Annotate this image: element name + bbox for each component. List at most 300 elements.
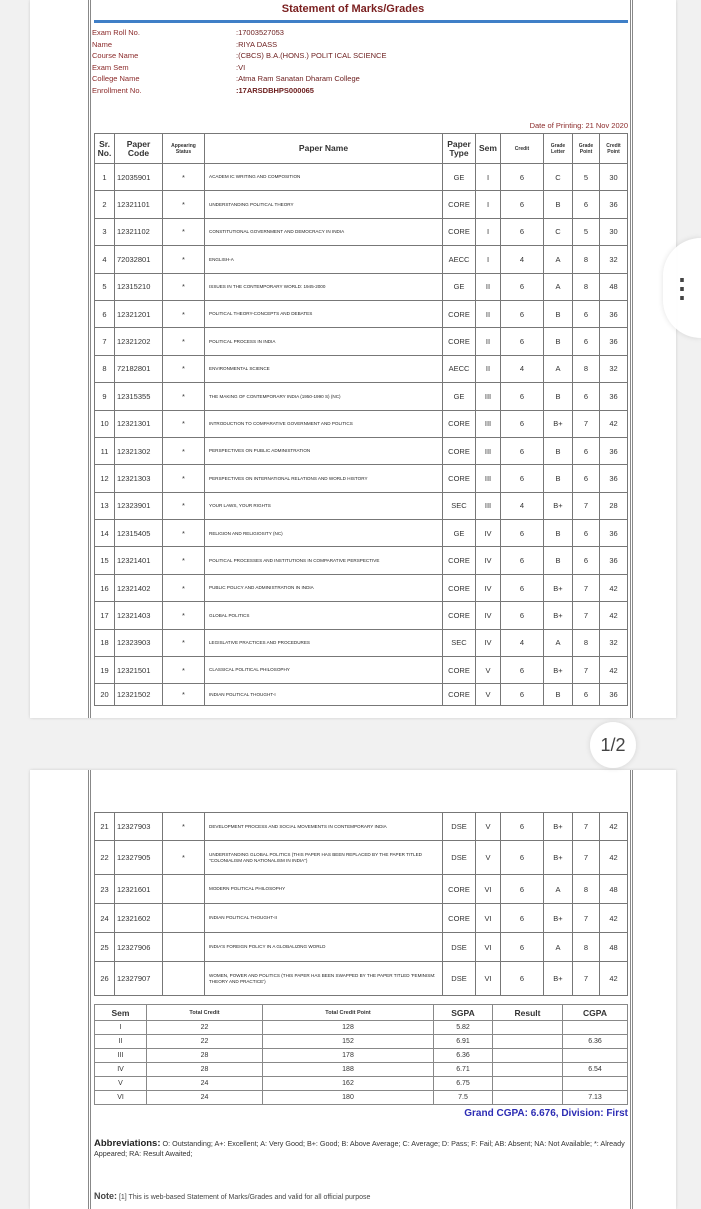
summary-cell: 7.13 bbox=[563, 1091, 628, 1105]
cell-credit: 6 bbox=[501, 841, 544, 875]
cell-paper-name: MODERN POLITICAL PHILOSOPHY bbox=[205, 875, 443, 904]
cell-credit-point: 42 bbox=[600, 410, 628, 437]
cell-paper-type: DSE bbox=[443, 933, 476, 962]
cell-sem: IV bbox=[476, 547, 501, 574]
cell-appearing-status: * bbox=[163, 383, 205, 410]
cell-grade-point: 5 bbox=[573, 164, 600, 191]
summary-cell: 6.36 bbox=[434, 1049, 493, 1063]
summary-cell: 178 bbox=[263, 1049, 434, 1063]
cell-sr-no-: 15 bbox=[95, 547, 115, 574]
cell-grade-letter: B+ bbox=[544, 657, 573, 684]
column-header: Paper Code bbox=[115, 134, 163, 164]
summary-cell bbox=[563, 1021, 628, 1035]
info-value: :17ARSDBHPS000065 bbox=[236, 85, 314, 95]
cell-credit: 6 bbox=[501, 300, 544, 327]
table-row bbox=[95, 813, 628, 841]
cell-grade-point: 7 bbox=[573, 813, 600, 841]
cell-credit: 6 bbox=[501, 437, 544, 464]
cell-paper-code: 12321602 bbox=[115, 904, 163, 933]
cell-sem: II bbox=[476, 273, 501, 300]
cell-sem: V bbox=[476, 841, 501, 875]
cell-paper-name: DEVELOPMENT PROCESS AND SOCIAL MOVEMENTS IN CONTEMPORARY INDIA bbox=[205, 813, 443, 841]
info-label: Enrollment No. bbox=[92, 85, 142, 95]
info-value: :(CBCS) B.A.(HONS.) POLIT ICAL SCIENCE bbox=[236, 51, 387, 61]
cell-grade-point: 8 bbox=[573, 875, 600, 904]
cell-paper-type: CORE bbox=[443, 300, 476, 327]
cell-credit: 6 bbox=[501, 962, 544, 996]
cell-sr-no-: 5 bbox=[95, 273, 115, 300]
cell-sr-no-: 19 bbox=[95, 657, 115, 684]
summary-cell: 128 bbox=[263, 1021, 434, 1035]
table-row bbox=[95, 657, 628, 684]
cell-sr-no-: 11 bbox=[95, 437, 115, 464]
cell-credit-point: 36 bbox=[600, 383, 628, 410]
cell-appearing-status: * bbox=[163, 355, 205, 382]
cell-paper-name: UNDERSTANDING GLOBAL POLITICS (THIS PAPER HAS BEEN REPLACED BY THE PAPER TITLED "COLONIALISM AND NATIONALISM IN INDIA") bbox=[205, 841, 443, 875]
cell-sr-no-: 18 bbox=[95, 629, 115, 656]
cell-paper-code: 12321401 bbox=[115, 547, 163, 574]
cell-paper-code: 12035901 bbox=[115, 164, 163, 191]
cell-credit: 6 bbox=[501, 813, 544, 841]
info-row bbox=[92, 62, 386, 74]
summary-cell: 24 bbox=[147, 1077, 263, 1091]
summary-column-header: Total Credit bbox=[147, 1005, 263, 1021]
cell-credit: 6 bbox=[501, 465, 544, 492]
cell-paper-type: AECC bbox=[443, 246, 476, 273]
cell-credit-point: 32 bbox=[600, 355, 628, 382]
cell-grade-letter: B+ bbox=[544, 962, 573, 996]
cell-sr-no-: 20 bbox=[95, 684, 115, 706]
table-row bbox=[95, 328, 628, 355]
cell-sr-no-: 3 bbox=[95, 218, 115, 245]
cell-sr-no-: 21 bbox=[95, 813, 115, 841]
cell-appearing-status: * bbox=[163, 437, 205, 464]
cell-credit: 6 bbox=[501, 410, 544, 437]
cell-sr-no-: 22 bbox=[95, 841, 115, 875]
cell-sem: V bbox=[476, 684, 501, 706]
cell-appearing-status: * bbox=[163, 246, 205, 273]
cell-sr-no-: 25 bbox=[95, 933, 115, 962]
summary-row bbox=[95, 1021, 628, 1035]
cell-paper-type: CORE bbox=[443, 574, 476, 601]
table-row bbox=[95, 933, 628, 962]
cell-sr-no-: 10 bbox=[95, 410, 115, 437]
cell-sem: I bbox=[476, 164, 501, 191]
cell-paper-name: INDIAN POLITICAL THOUGHT-I bbox=[205, 684, 443, 706]
cell-paper-type: CORE bbox=[443, 437, 476, 464]
page-1 bbox=[30, 0, 676, 718]
cell-sem: I bbox=[476, 246, 501, 273]
cell-grade-letter: A bbox=[544, 933, 573, 962]
table-row bbox=[95, 164, 628, 191]
cell-paper-code: 12321102 bbox=[115, 218, 163, 245]
cell-appearing-status: * bbox=[163, 328, 205, 355]
cell-sem: IV bbox=[476, 574, 501, 601]
cell-paper-name: LEGISLATIVE PRACTICES AND PROCEDURES bbox=[205, 629, 443, 656]
table-row bbox=[95, 437, 628, 464]
cell-credit: 6 bbox=[501, 164, 544, 191]
cell-grade-letter: B bbox=[544, 383, 573, 410]
table-row bbox=[95, 191, 628, 218]
cell-paper-name: INDIA'S FOREIGN POLICY IN A GLOBALIZING WORLD bbox=[205, 933, 443, 962]
summary-cell: 6.91 bbox=[434, 1035, 493, 1049]
cell-paper-type: GE bbox=[443, 383, 476, 410]
cell-sr-no-: 16 bbox=[95, 574, 115, 601]
cell-credit: 6 bbox=[501, 904, 544, 933]
summary-cell bbox=[493, 1077, 563, 1091]
cell-grade-point: 6 bbox=[573, 437, 600, 464]
cell-paper-type: DSE bbox=[443, 962, 476, 996]
cell-paper-name: UNDERSTANDING POLITICAL THEORY bbox=[205, 191, 443, 218]
info-row bbox=[92, 27, 386, 39]
summary-column-header: SGPA bbox=[434, 1005, 493, 1021]
cell-paper-name: POLITICAL PROCESSES AND INSTITUTIONS IN COMPARATIVE PERSPECTIVE bbox=[205, 547, 443, 574]
cell-sem: VI bbox=[476, 904, 501, 933]
cell-paper-type: CORE bbox=[443, 410, 476, 437]
marks-table bbox=[94, 133, 628, 706]
cell-sem: IV bbox=[476, 602, 501, 629]
cell-grade-point: 6 bbox=[573, 684, 600, 706]
cell-grade-letter: B+ bbox=[544, 410, 573, 437]
cell-paper-code: 12323901 bbox=[115, 492, 163, 519]
cell-grade-point: 6 bbox=[573, 300, 600, 327]
summary-cell bbox=[493, 1091, 563, 1105]
cell-grade-point: 7 bbox=[573, 904, 600, 933]
cell-sr-no-: 8 bbox=[95, 355, 115, 382]
cell-paper-type: CORE bbox=[443, 465, 476, 492]
cell-paper-type: CORE bbox=[443, 904, 476, 933]
cell-paper-type: CORE bbox=[443, 191, 476, 218]
cell-grade-letter: B+ bbox=[544, 602, 573, 629]
cell-paper-type: CORE bbox=[443, 218, 476, 245]
table-row bbox=[95, 520, 628, 547]
cell-grade-letter: A bbox=[544, 629, 573, 656]
column-header: Appearing Status bbox=[163, 134, 205, 164]
cell-credit-point: 28 bbox=[600, 492, 628, 519]
cell-credit: 4 bbox=[501, 629, 544, 656]
summary-row bbox=[95, 1077, 628, 1091]
table-row bbox=[95, 574, 628, 601]
cell-paper-type: CORE bbox=[443, 684, 476, 706]
summary-cell: 5.82 bbox=[434, 1021, 493, 1035]
cell-paper-code: 12321101 bbox=[115, 191, 163, 218]
cell-paper-code: 12315210 bbox=[115, 273, 163, 300]
cell-paper-name: YOUR LAWS, YOUR RIGHTS bbox=[205, 492, 443, 519]
cell-paper-type: GE bbox=[443, 273, 476, 300]
cell-sr-no-: 7 bbox=[95, 328, 115, 355]
summary-cell: VI bbox=[95, 1091, 147, 1105]
cell-credit-point: 36 bbox=[600, 684, 628, 706]
cell-sem: II bbox=[476, 355, 501, 382]
summary-cell: 22 bbox=[147, 1035, 263, 1049]
table-row bbox=[95, 218, 628, 245]
summary-cell: 28 bbox=[147, 1049, 263, 1063]
cell-paper-type: GE bbox=[443, 164, 476, 191]
cell-appearing-status bbox=[163, 875, 205, 904]
summary-cell: III bbox=[95, 1049, 147, 1063]
cell-paper-name: ENVIRONMENTAL SCIENCE bbox=[205, 355, 443, 382]
cell-paper-name: POLITICAL PROCESS IN INDIA bbox=[205, 328, 443, 355]
table-row bbox=[95, 355, 628, 382]
cell-paper-code: 72032801 bbox=[115, 246, 163, 273]
table-row bbox=[95, 246, 628, 273]
cell-credit-point: 42 bbox=[600, 813, 628, 841]
summary-cell bbox=[563, 1077, 628, 1091]
summary-row bbox=[95, 1091, 628, 1105]
table-row bbox=[95, 684, 628, 706]
cell-appearing-status: * bbox=[163, 273, 205, 300]
cell-grade-point: 8 bbox=[573, 246, 600, 273]
more-options-icon[interactable]: ⋮ bbox=[663, 238, 701, 338]
summary-cell: 6.71 bbox=[434, 1063, 493, 1077]
cell-paper-type: CORE bbox=[443, 657, 476, 684]
cell-sem: V bbox=[476, 657, 501, 684]
cell-grade-point: 8 bbox=[573, 933, 600, 962]
cell-grade-point: 8 bbox=[573, 629, 600, 656]
summary-cell: 188 bbox=[263, 1063, 434, 1077]
cell-credit: 4 bbox=[501, 492, 544, 519]
cell-credit-point: 36 bbox=[600, 465, 628, 492]
table-row bbox=[95, 300, 628, 327]
info-value: :VI bbox=[236, 62, 246, 72]
page-2 bbox=[30, 770, 676, 1209]
info-row bbox=[92, 73, 386, 85]
grand-cgpa: Grand CGPA: 6.676, Division: First bbox=[464, 1108, 628, 1119]
cell-sem: III bbox=[476, 437, 501, 464]
cell-sr-no-: 1 bbox=[95, 164, 115, 191]
cell-paper-name: PERSPECTIVES ON INTERNATIONAL RELATIONS AND WORLD HISTORY bbox=[205, 465, 443, 492]
cell-credit-point: 42 bbox=[600, 841, 628, 875]
cell-paper-code: 12321502 bbox=[115, 684, 163, 706]
summary-row bbox=[95, 1035, 628, 1049]
cell-paper-type: CORE bbox=[443, 875, 476, 904]
cell-paper-code: 12315355 bbox=[115, 383, 163, 410]
cell-appearing-status: * bbox=[163, 465, 205, 492]
cell-sr-no-: 4 bbox=[95, 246, 115, 273]
cell-grade-letter: A bbox=[544, 246, 573, 273]
cell-grade-point: 8 bbox=[573, 273, 600, 300]
cell-paper-code: 12321501 bbox=[115, 657, 163, 684]
cell-sem: V bbox=[476, 813, 501, 841]
cell-grade-letter: B+ bbox=[544, 574, 573, 601]
summary-cell: 7.5 bbox=[434, 1091, 493, 1105]
cell-credit-point: 36 bbox=[600, 437, 628, 464]
summary-row bbox=[95, 1063, 628, 1077]
cell-sem: IV bbox=[476, 629, 501, 656]
info-label: Exam Sem bbox=[92, 62, 129, 72]
cell-sem: VI bbox=[476, 962, 501, 996]
summary-cell bbox=[493, 1049, 563, 1063]
cell-credit-point: 30 bbox=[600, 164, 628, 191]
summary-column-header: Sem bbox=[95, 1005, 147, 1021]
info-value: :Atma Ram Sanatan Dharam College bbox=[236, 74, 360, 84]
table-header bbox=[95, 134, 628, 164]
summary-cell: I bbox=[95, 1021, 147, 1035]
cell-grade-letter: B bbox=[544, 300, 573, 327]
cell-appearing-status: * bbox=[163, 300, 205, 327]
cell-sem: III bbox=[476, 465, 501, 492]
cell-sr-no-: 2 bbox=[95, 191, 115, 218]
cell-grade-point: 8 bbox=[573, 355, 600, 382]
info-value: :17003527053 bbox=[236, 28, 284, 37]
cell-paper-code: 12321201 bbox=[115, 300, 163, 327]
cell-grade-point: 6 bbox=[573, 328, 600, 355]
cell-grade-letter: B+ bbox=[544, 841, 573, 875]
cell-credit-point: 36 bbox=[600, 520, 628, 547]
cell-paper-code: 12327906 bbox=[115, 933, 163, 962]
cell-grade-letter: B bbox=[544, 328, 573, 355]
cell-paper-type: DSE bbox=[443, 841, 476, 875]
cell-paper-name: RELIGION AND RELIGIOSITY (NC) bbox=[205, 520, 443, 547]
abbreviations-text: O: Outstanding; A+: Excellent; A: Very Good; B+: Good; B: Above Average; C: Average; D: Pass; F: Fail; AB: Absent; NA: Not Available; *: Already Appeared; RA: Result Awaited; bbox=[94, 1139, 625, 1158]
table-row bbox=[95, 383, 628, 410]
cell-credit: 6 bbox=[501, 547, 544, 574]
info-label: Course Name bbox=[92, 51, 139, 61]
summary-cell: IV bbox=[95, 1063, 147, 1077]
abbreviations bbox=[94, 1139, 628, 1159]
cell-sem: I bbox=[476, 191, 501, 218]
cell-grade-letter: B bbox=[544, 437, 573, 464]
date-of-printing: Date of Printing: 21 Nov 2020 bbox=[529, 121, 628, 130]
cell-sr-no-: 26 bbox=[95, 962, 115, 996]
column-header: Credit Point bbox=[600, 134, 628, 164]
cell-paper-code: 12327903 bbox=[115, 813, 163, 841]
semester-summary-table bbox=[94, 1004, 628, 1105]
cell-grade-letter: B+ bbox=[544, 492, 573, 519]
student-info bbox=[92, 27, 386, 97]
cell-sem: VI bbox=[476, 875, 501, 904]
summary-cell bbox=[563, 1049, 628, 1063]
cell-credit: 6 bbox=[501, 520, 544, 547]
table-row bbox=[95, 875, 628, 904]
abbreviations-label: Abbreviations: bbox=[94, 1138, 161, 1149]
cell-paper-code: 12321301 bbox=[115, 410, 163, 437]
info-label: College Name bbox=[92, 74, 140, 84]
note bbox=[94, 1191, 370, 1201]
cell-credit-point: 36 bbox=[600, 328, 628, 355]
cell-grade-point: 6 bbox=[573, 383, 600, 410]
summary-cell bbox=[493, 1021, 563, 1035]
cell-credit-point: 36 bbox=[600, 300, 628, 327]
cell-paper-name: ENGLISH-A bbox=[205, 246, 443, 273]
summary-cell: II bbox=[95, 1035, 147, 1049]
summary-cell: 180 bbox=[263, 1091, 434, 1105]
cell-grade-letter: B bbox=[544, 465, 573, 492]
cell-paper-code: 12323903 bbox=[115, 629, 163, 656]
cell-grade-point: 7 bbox=[573, 962, 600, 996]
table-row bbox=[95, 547, 628, 574]
document-title: Statement of Marks/Grades bbox=[281, 3, 425, 15]
summary-header bbox=[95, 1005, 628, 1021]
cell-sr-no-: 6 bbox=[95, 300, 115, 327]
cell-paper-type: SEC bbox=[443, 629, 476, 656]
cell-appearing-status bbox=[163, 962, 205, 996]
cell-appearing-status: * bbox=[163, 684, 205, 706]
cell-sr-no-: 17 bbox=[95, 602, 115, 629]
cell-credit: 6 bbox=[501, 574, 544, 601]
summary-cell: V bbox=[95, 1077, 147, 1091]
cell-sem: III bbox=[476, 492, 501, 519]
title-divider bbox=[94, 20, 628, 23]
cell-appearing-status: * bbox=[163, 602, 205, 629]
column-header: Sr. No. bbox=[95, 134, 115, 164]
cell-credit-point: 42 bbox=[600, 602, 628, 629]
info-row bbox=[92, 50, 386, 62]
summary-cell: 6.54 bbox=[563, 1063, 628, 1077]
table-row bbox=[95, 465, 628, 492]
cell-grade-point: 6 bbox=[573, 465, 600, 492]
summary-cell: 28 bbox=[147, 1063, 263, 1077]
cell-sem: II bbox=[476, 328, 501, 355]
cell-grade-point: 7 bbox=[573, 574, 600, 601]
summary-cell: 24 bbox=[147, 1091, 263, 1105]
cell-paper-name: GLOBAL POLITICS bbox=[205, 602, 443, 629]
cell-credit-point: 32 bbox=[600, 246, 628, 273]
info-label: Exam Roll No. bbox=[92, 28, 140, 37]
cell-credit-point: 48 bbox=[600, 875, 628, 904]
cell-grade-point: 6 bbox=[573, 520, 600, 547]
cell-sem: I bbox=[476, 218, 501, 245]
summary-cell bbox=[493, 1035, 563, 1049]
cell-paper-name: ISSUES IN THE CONTEMPORARY WORLD: 1945-2000 bbox=[205, 273, 443, 300]
cell-paper-name: PERSPECTIVES ON PUBLIC ADMINISTRATION bbox=[205, 437, 443, 464]
cell-grade-point: 7 bbox=[573, 410, 600, 437]
cell-credit: 6 bbox=[501, 383, 544, 410]
cell-credit: 4 bbox=[501, 355, 544, 382]
cell-paper-code: 72182801 bbox=[115, 355, 163, 382]
cell-credit-point: 42 bbox=[600, 574, 628, 601]
cell-paper-name: ACADEM IC WRITING AND COMPOSITION bbox=[205, 164, 443, 191]
info-row bbox=[92, 39, 386, 51]
table-row bbox=[95, 962, 628, 996]
cell-credit: 6 bbox=[501, 602, 544, 629]
summary-row bbox=[95, 1049, 628, 1063]
cell-appearing-status: * bbox=[163, 574, 205, 601]
cell-appearing-status: * bbox=[163, 191, 205, 218]
column-header: Paper Type bbox=[443, 134, 476, 164]
column-header: Grade Letter bbox=[544, 134, 573, 164]
cell-paper-code: 12327907 bbox=[115, 962, 163, 996]
cell-paper-code: 12321402 bbox=[115, 574, 163, 601]
cell-paper-type: CORE bbox=[443, 602, 476, 629]
cell-paper-name: PUBLIC POLICY AND ADMINISTRATION IN INDIA bbox=[205, 574, 443, 601]
table-row bbox=[95, 273, 628, 300]
cell-grade-letter: B+ bbox=[544, 904, 573, 933]
column-header: Credit bbox=[501, 134, 544, 164]
cell-appearing-status: * bbox=[163, 547, 205, 574]
cell-sr-no-: 23 bbox=[95, 875, 115, 904]
cell-grade-letter: C bbox=[544, 164, 573, 191]
cell-sr-no-: 24 bbox=[95, 904, 115, 933]
cell-paper-code: 12321302 bbox=[115, 437, 163, 464]
info-row bbox=[92, 85, 386, 97]
cell-paper-code: 12315405 bbox=[115, 520, 163, 547]
summary-cell: 22 bbox=[147, 1021, 263, 1035]
summary-cell: 6.75 bbox=[434, 1077, 493, 1091]
cell-credit-point: 48 bbox=[600, 273, 628, 300]
cell-paper-name: CONSTITUTIONAL GOVERNMENT AND DEMOCRACY IN INDIA bbox=[205, 218, 443, 245]
cell-appearing-status: * bbox=[163, 492, 205, 519]
cell-appearing-status: * bbox=[163, 841, 205, 875]
cell-appearing-status: * bbox=[163, 410, 205, 437]
cell-credit: 6 bbox=[501, 875, 544, 904]
table-row bbox=[95, 629, 628, 656]
cell-paper-name: INTRODUCTION TO COMPARATIVE GOVERNMENT AND POLITICS bbox=[205, 410, 443, 437]
cell-credit-point: 30 bbox=[600, 218, 628, 245]
cell-appearing-status: * bbox=[163, 520, 205, 547]
cell-appearing-status: * bbox=[163, 629, 205, 656]
cell-appearing-status bbox=[163, 904, 205, 933]
